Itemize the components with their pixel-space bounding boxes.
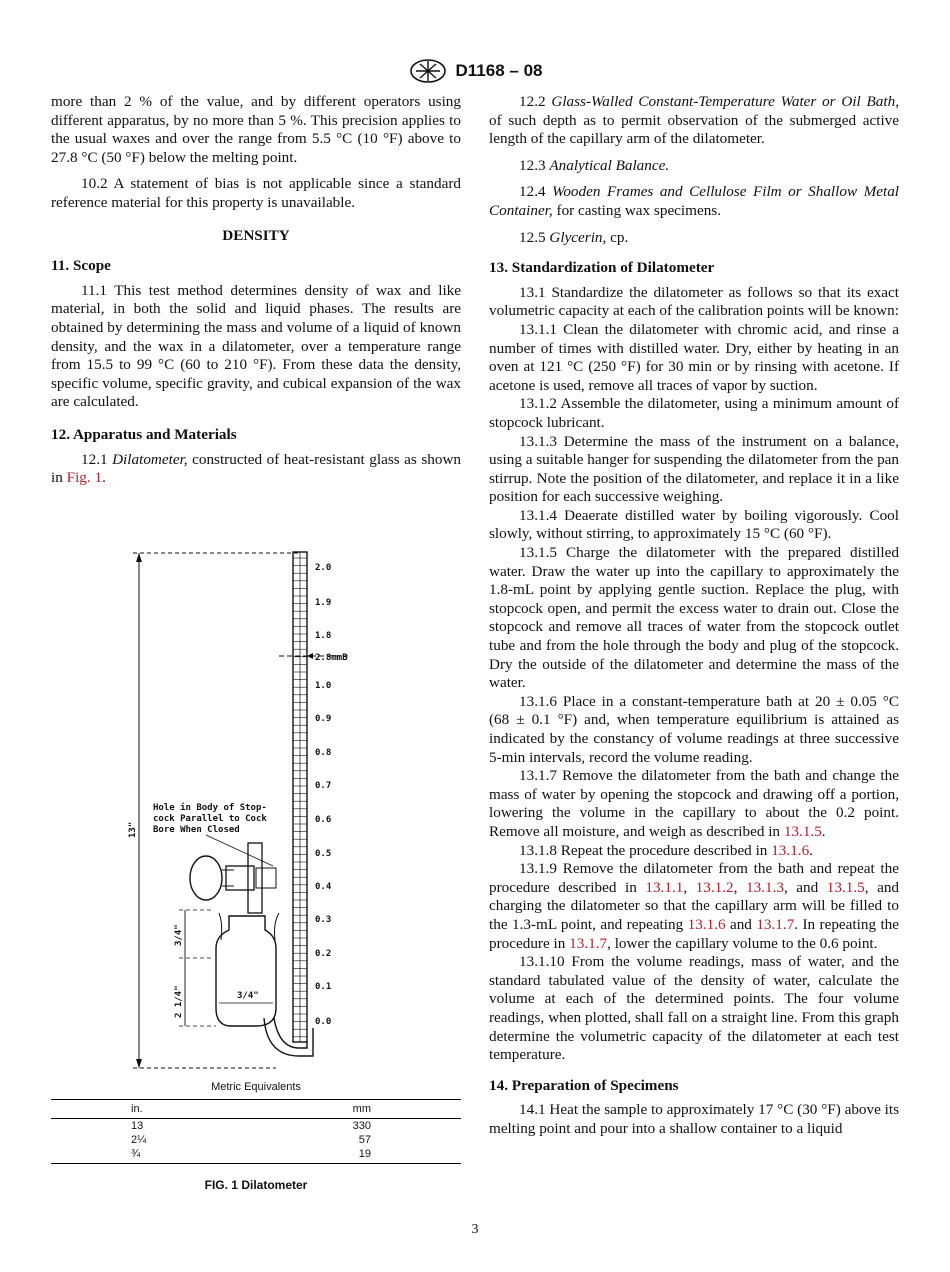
- left-column: [51, 93, 461, 488]
- scale-label: 1.8: [315, 631, 332, 641]
- heading-11-scope: 11. Scope: [51, 257, 111, 275]
- scale-label: 1.0: [315, 681, 332, 691]
- scale-label: 0.0: [315, 1017, 332, 1027]
- heading-14-preparation: 14. Preparation of Specimens: [489, 1076, 679, 1094]
- scale-label: 0.8: [315, 748, 332, 758]
- dilatometer-figure: [51, 548, 461, 1073]
- paragraph-12-5: 12.5 Glycerin, cp.: [519, 228, 629, 246]
- scale-label: 0.6: [315, 815, 332, 825]
- metric-equivalents: [51, 1081, 461, 1164]
- table-row: 2¼ 57: [131, 1134, 371, 1146]
- ref-13-1-7-link[interactable]: 13.1.7: [569, 934, 608, 952]
- bore-label: 2.8mmB: [315, 653, 348, 663]
- paragraph-12-2: 12.2 Glass-Walled Constant-Temperature Water or Oil Bath, of such depth as to permit observation of the submerged active length of the capillary arm of the dilatometer.: [489, 93, 900, 148]
- ref-13-1-7-link[interactable]: 13.1.7: [756, 915, 795, 933]
- paragraph-13-1-2: 13.1.2 Assemble the dilatometer, using a minimum amount of stopcock lubricant.: [489, 395, 899, 431]
- document-id: D1168 – 08: [455, 61, 543, 80]
- paragraph-11-1: 11.1 This test method determines density of wax and like material, in both the solid and liquid phases. The results are obtained by determining the mass and volume of a liquid of known density, and the wax in a dilatometer, over a temperature range from 15.5 to 99 °C (60 to 210 °F). From these data the density, specific volume, specific gravity, and cubical expansion of the wax are calculated.: [51, 281, 461, 411]
- paragraph-13-1-5: 13.1.5 Charge the dilatometer with the prepared distilled water. Draw the water up into the capillary to approximately the 1.8-mL point by applying gentle suction. Replace the plug, with stopcock open, and permit the excess water to drain out. Close the stopcock and remove all traces of water from the stopcock outlet tube and from the hole through the body and plug of the stopcock. Dry the outside of the dilatometer and determine the mass of the water.: [489, 544, 899, 692]
- paragraph-13-1: 13.1 Standardize the dilatometer as follows so that its exact volumetric capacity at each of the calibration points will be known:: [489, 283, 899, 320]
- ref-13-1-5-link[interactable]: 13.1.5: [783, 822, 822, 840]
- note-line-2: cock Parallel to Cock: [153, 814, 267, 824]
- scale-label: 0.7: [315, 781, 332, 791]
- paragraph-13-1-10: 13.1.10 From the volume readings, mass of water, and the standard tabulated value of the density of water, calculate the volume at each of the determined points. The four volume readings, when plotted, shall fall on a straight line. From this graph determine the volumetric capacity of the dilatometer at each test temperature.: [489, 953, 899, 1064]
- paragraph-13-1-9: 13.1.9 Remove the dilatometer from the bath and repeat the procedure described in 13.1.1, 13.1.2, 13.1.3, and 13.1.5, and charging the dilatometer so that the capillary arm will be filled to the 1.3-mL point, and repeating 13.1.6 and 13.1.7. In repeating the procedure in 13.1.7, lower the capillary volume to the 0.6 point.: [489, 860, 900, 952]
- ref-13-1-3-link[interactable]: 13.1.3: [745, 878, 784, 896]
- table-row: ¾ 19: [51, 1147, 461, 1164]
- paragraph-13-1-4: 13.1.4 Deaerate distilled water by boiling vigorously. Cool slowly, without stirring, to approximately 15 °C (60 °F).: [489, 506, 899, 543]
- scale-label: 0.2: [315, 949, 332, 959]
- ref-13-1-2-link[interactable]: 13.1.2: [695, 878, 734, 896]
- ref-13-1-1-link[interactable]: 13.1.1: [645, 878, 684, 896]
- metric-table: [51, 1099, 461, 1164]
- paragraph-14-1: 14.1 Heat the sample to approximately 17 °C (30 °F) above its melting point and pour into a shallow container to a liquid: [489, 1101, 899, 1137]
- heading-13-standardization: 13. Standardization of Dilatometer: [489, 259, 715, 277]
- fig-1-link[interactable]: Fig. 1: [66, 469, 103, 487]
- table-row: 13 330: [131, 1120, 371, 1132]
- scale-label: 0.1: [315, 982, 332, 992]
- scale-label: 2.0: [315, 563, 332, 573]
- scale-label: 0.4: [315, 882, 332, 892]
- paragraph-13-1-8: 13.1.8 Repeat the procedure described in 13.1.6.: [519, 841, 813, 859]
- metric-caption: Metric Equivalents: [211, 1081, 301, 1093]
- page-header: [0, 58, 950, 84]
- scale-label: 1.9: [315, 598, 332, 608]
- paragraph-12-4: 12.4 Wooden Frames and Cellulose Film or Shallow Metal Container, for casting wax specimens.: [489, 183, 900, 219]
- scale-label: 0.5: [315, 849, 332, 859]
- paragraph-10-2: 10.2 A statement of bias is not applicable since a standard reference material for this property is unavailable.: [51, 175, 461, 211]
- figure-caption: FIG. 1 Dilatometer: [204, 1178, 308, 1192]
- dim-13-label: 13": [128, 821, 138, 838]
- paragraph-precision: more than 2 % of the value, and by different operators using different apparatus, by no more than 5 %. This precision applies to the usual waxes and over the range from 5.5 °C (10 °F) above to 27.8 °C (50 °F) below the melting point.: [51, 93, 461, 166]
- section-title-density: DENSITY: [222, 226, 290, 244]
- page-number: 3: [471, 1222, 479, 1237]
- ref-13-1-6-link[interactable]: 13.1.6: [771, 841, 810, 859]
- astm-logo-icon: [408, 58, 448, 84]
- paragraph-13-1-6: 13.1.6 Place in a constant-temperature bath at 20 ± 0.05 °C (68 ± 0.1 °F) and, when temperature equilibrium is attained as indicated by the constancy of volume readings at three successive 5-min intervals, record the volume reading.: [489, 692, 899, 766]
- scale-label: 0.3: [315, 915, 332, 925]
- note-line-1: Hole in Body of Stop-: [153, 803, 267, 813]
- scale-label: 0.9: [315, 714, 332, 724]
- dim-inner-label: 3/4": [237, 991, 259, 1001]
- note-line-3: Bore When Closed: [153, 825, 240, 835]
- ref-13-1-6-link[interactable]: 13.1.6: [687, 915, 726, 933]
- metric-header-in: in.: [51, 1100, 256, 1119]
- scale-labels: [315, 563, 332, 1027]
- ref-13-1-5-link[interactable]: 13.1.5: [826, 878, 865, 896]
- paragraph-13-1-3: 13.1.3 Determine the mass of the instrument on a balance, using a suitable hanger for suspending the dilatometer from the pan stirrup. Note the position of the dilatometer, and replace it in a like position for each successive weighing.: [489, 432, 899, 506]
- dim-three-quarter-label: 3/4": [174, 924, 184, 946]
- paragraph-13-1-1: 13.1.1 Clean the dilatometer with chromic acid, and rinse a number of times with distilled water. Dry, either by heating in an oven at 121 °C (250 °F) for 30 min or by rinsing with acetone. If acetone is used, remove all traces of vapor by suction.: [489, 320, 899, 394]
- metric-header-mm: mm: [256, 1100, 461, 1119]
- paragraph-12-1: 12.1 Dilatometer, constructed of heat-resistant glass as shown in Fig. 1.: [51, 450, 461, 487]
- paragraph-12-3: 12.3 Analytical Balance.: [519, 156, 670, 174]
- right-column: [489, 93, 899, 1138]
- heading-12-apparatus: 12. Apparatus and Materials: [51, 425, 237, 443]
- dim-two-quarter-label: 2 1/4": [174, 985, 184, 1018]
- paragraph-13-1-7: 13.1.7 Remove the dilatometer from the bath and change the mass of water by opening the stopcock and drawing off a portion, lowering the volume in the capillary to about the 0.2 point. Remove all moisture, and weigh as described in 13.1.5.: [489, 767, 899, 840]
